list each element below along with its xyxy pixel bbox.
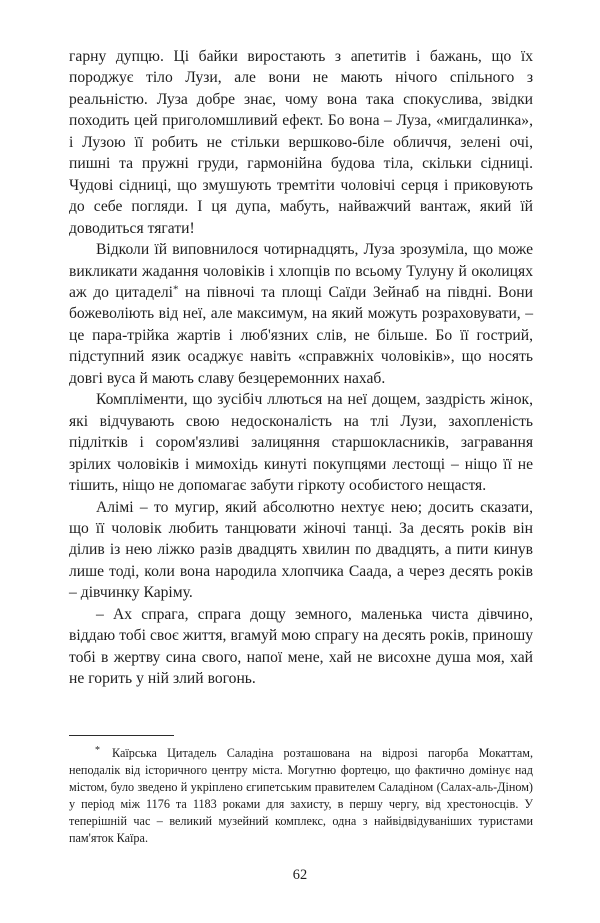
footnote-body-text: Каїрська Цитадель Саладіна розташована на відрозі пагорба Мокаттам, неподалік від історичного центру міста. Могутню фортецю, що фактично домінує над містом, було зведено й укріплено єгипетським правителем Саладіном (Салах-аль-Діном) у період між 1176 та 1183 роками для захисту, в першу чергу, від хрестоносців. У теперішній час – великий музейний комплекс, одна з найвідвідуваніших туристами пам'яток Каїра. [69,746,533,846]
footnote-marker: * [95,745,100,756]
footnote-block [69,735,533,848]
footnote-separator-rule [69,735,174,736]
page-number: 62 [292,867,308,883]
body-paragraph-4: Алімі – то мугир, який абсолютно нехтує нею; досить сказати, що її чоловік любить танцювати жіночі танці. За десять років він ділив із нею ліжко разів двадцять хвилин по двадцять, а пити кинув лише тоді, коли вона народила хлопчика Саада, а через десять років – дівчинку Каріму. [69,498,533,602]
body-paragraph-2 [69,239,533,389]
body-text-block [69,46,533,690]
footnote-reference-marker[interactable]: * [173,283,179,296]
footnote-entry [69,745,533,848]
paragraph-2-text-after-footnote: на півночі та площі Саїди Зейнаб на півдні. Вони божеволіють від неї, але максимум, на який можуть розраховувати, – це пара-трійка жартів і люб'язних слів, не більше. Бо її гострий, підступний язик осаджує навіть «справжніх чоловіків», що носять довгі вуса й мають славу безцеремонних нахаб. [69,283,533,387]
body-paragraph-1: гарну дупцю. Ці байки виростають з апетитів і бажань, що їх породжує тіло Лузи, але вони не мають нічого спільного з реальністю. Луза добре знає, чому вона така спокуслива, звідки походить цей приголомшливий ефект. Бо вона – Луза, «мигдалинка», і Лузою її робить не стільки вершково-біле обличчя, зелені очі, пишні та пружні груди, гармонійна будова тіла, скільки сідниці. Чудові сідниці, що змушують тремтіти чоловічі серця і приковують до себе погляди. І ця дупа, мабуть, найважчий вантаж, який їй доводиться тягати! [69,48,533,237]
paragraph-2-text-before-footnote: Відколи їй виповнилося чотирнадцять, Луза зрозуміла, що може викликати жадання чоловіків і хлопців по всьому Тулуну й околицях аж до цитаделі [69,241,533,301]
body-paragraph-3: Компліменти, що зусібіч ллються на неї дощем, заздрість жінок, які відчувають свою недосконалість на тлі Лузи, захопленість підлітків і сором'язливі залицяння старшокласників, загравання зрілих чоловіків і мимохідь кинуті покупцями лестощі – ніщо її не тішить, ніщо не допомагає забути гіркоту особистого нещастя. [69,391,533,495]
body-paragraph-5: – Ах спрага, спрага дощу земного, маленька чиста дівчино, віддаю тобі своє життя, вгамуй мою спрагу на десять років, приношу тобі в жертву сина свого, напої мене, хай не висохне душа моя, хай не горить у ній злий вогонь. [69,605,533,688]
